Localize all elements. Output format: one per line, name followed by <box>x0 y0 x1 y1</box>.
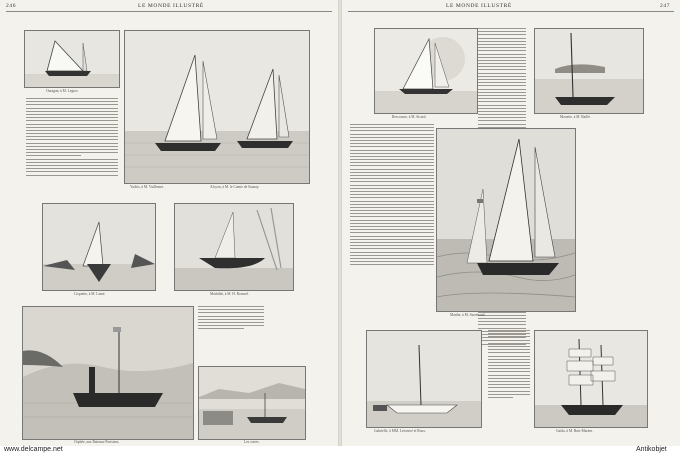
header-rule <box>6 11 332 12</box>
header-rule-right <box>348 11 674 12</box>
antikobjet-watermark: Antikobjet <box>636 446 667 453</box>
caption-yachts: Yachts, à M. Vuillemet. <box>130 185 164 189</box>
article-text-block-2 <box>198 306 264 332</box>
article-text-block-3 <box>488 330 530 400</box>
article-text-block-right <box>350 124 434 267</box>
caption-orphee: Orphée, aux Bateaux-Parisiens. <box>74 440 120 444</box>
engraving-gabrielle <box>366 330 482 428</box>
engraving-mouette <box>534 28 644 114</box>
caption-gabrielle: Gabrielle, à MM. Letrouvé et Roux. <box>374 429 426 433</box>
caption-ouragan: Ouragan, à M. Legros. <box>46 89 79 93</box>
left-page <box>0 0 338 446</box>
engraving-rescousse <box>374 28 478 114</box>
caption-mouette: Mouette, à M. Baillé. <box>560 115 591 119</box>
delcampe-watermark: www.delcampe.net <box>4 446 63 453</box>
caption-alcyon: Alcyon, à M. le Comte de Sauzay. <box>210 185 260 189</box>
engraving-coquette <box>42 203 156 291</box>
engraving-yachts <box>124 30 310 184</box>
engraving-mathilde <box>174 203 294 291</box>
right-page-title: LE MONDE ILLUSTRÉ <box>446 3 512 9</box>
caption-cotres: Les cotres. <box>244 440 260 444</box>
engraving-cotres <box>198 366 306 440</box>
caption-mathilde: Mathilde, à M. H. Roussel. <box>210 292 249 296</box>
footer-strip <box>0 446 680 454</box>
left-page-number: 246 <box>6 3 17 9</box>
right-page-number: 247 <box>660 3 671 9</box>
engraving-orphee <box>22 306 194 440</box>
article-text-block <box>26 98 118 178</box>
caption-gaida: Gaïda, à M. Buis-Marien. <box>556 429 593 433</box>
caption-coquette: Coquette, à M. Lamé. <box>74 292 106 296</box>
caption-marthe: Marthe, à M. Surrénaud. <box>450 313 486 317</box>
engraving-ouragan <box>24 30 120 88</box>
engraving-gaida <box>534 330 648 428</box>
engraving-marthe <box>436 128 576 312</box>
right-page <box>342 0 680 446</box>
caption-rescousse: Rescousse, à M. Sicard. <box>392 115 427 119</box>
left-page-title: LE MONDE ILLUSTRÉ <box>138 3 204 9</box>
